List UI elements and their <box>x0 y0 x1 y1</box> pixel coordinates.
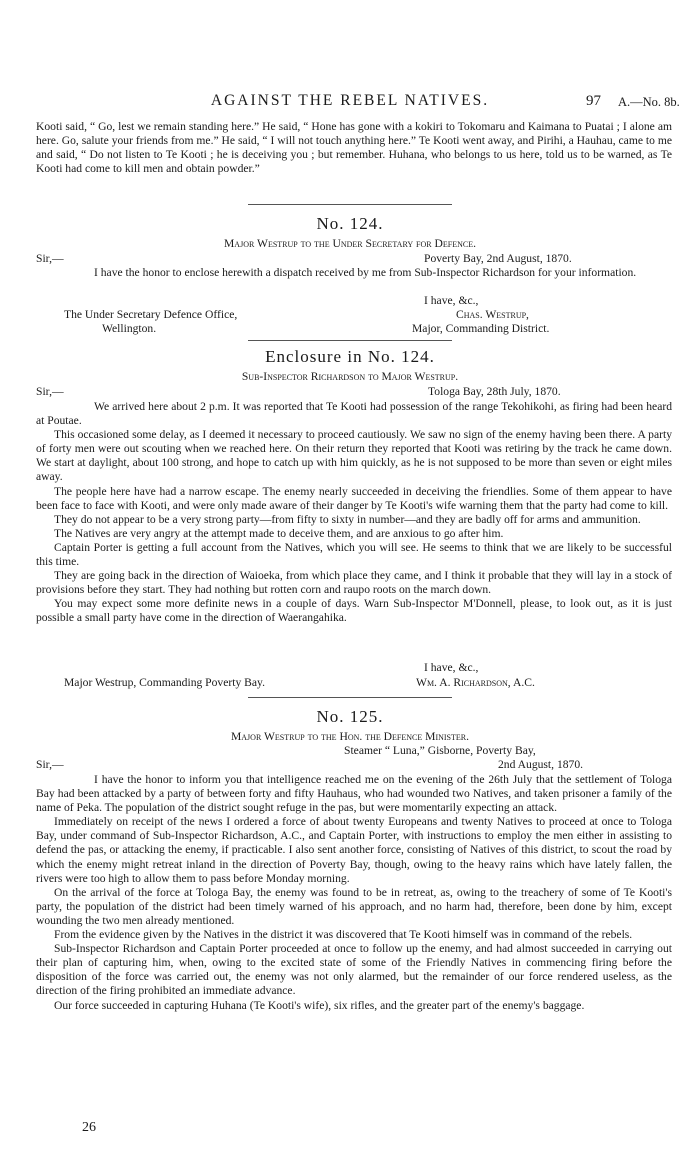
section-subheading-124: Major Westrup to the Under Secretary for Defence. <box>224 237 476 250</box>
document-reference: A.—No. 8b. <box>618 95 680 109</box>
enclosure-heading: Enclosure in No. 124. <box>265 347 435 366</box>
continued-paragraph-block <box>36 120 672 176</box>
letter-paragraph: I have the honor to inform you that intelligence reached me on the evening of the 26th July that the settlement of Tologa Bay had been attacked by a party of between forty and fifty Hauhaus, who had wounded two Natives, and taken prisoner a family of the name of Peka. The population of the district sought refuge in the pas, but were momentarily expecting an attack. <box>36 773 672 815</box>
enclosure-paragraph: The people here have had a narrow escape. The enemy nearly succeeded in deceiving the friendlies. Some of them appear to have been face to face with Kooti, and were only made aware of their danger by Te Kooti's wife warning them that the party had come to kill. <box>36 484 672 512</box>
enclosure-paragraph: The Natives are very angry at the attempt made to deceive them, and are anxious to go after him. <box>54 526 504 540</box>
letter-paragraph: From the evidence given by the Natives in the district it was discovered that Te Kooti himself was in command of the rebels. <box>54 928 633 942</box>
place-125-line1: Steamer “ Luna,” Gisborne, Poverty Bay, <box>344 744 536 757</box>
section-subheading-125: Major Westrup to the Hon. the Defence Minister. <box>230 730 470 743</box>
enclosure-body <box>36 400 672 626</box>
addressee-enclosure: Major Westrup, Commanding Poverty Bay. <box>64 676 265 689</box>
letter-paragraph: Immediately on receipt of the news I ordered a force of about twenty Europeans and twenty Natives to proceed at once to Tologa Bay, under command of Sub-Inspector Richardson, A.C., and Captain Porter, with instructions to employ the men either in assisting to defend the pas, or attacking the enemy, if practicable. I also sent another force, consisting of Natives of this district, to scout the road by which the enemy might retreat inland in the direction of Poverty Bay, though, owing to the heavy rains which have lately fallen, the rivers were too high to allow them to pass before Monday morning. <box>36 815 672 885</box>
salutation-enclosure: Sir,— <box>36 385 64 398</box>
section-heading-125: No. 125. <box>316 707 384 726</box>
section-divider <box>248 340 452 341</box>
section-divider <box>248 204 452 205</box>
enclosure-paragraph: Captain Porter is getting a full account from the Natives, which you will see. He seems to think that we are likely to be successful this time. <box>36 540 672 569</box>
letter-paragraph: Sub-Inspector Richardson and Captain Porter proceeded at once to follow up the enemy, and had almost succeeded in carrying out their plan of capturing him, when, owing to the excited state of some of the Friendly Natives in commencing firing before the disposition of the force was carried out, the enemy was not only alarmed, but the remainder of our force rendered useless, as the direction of the firing prohibited an immediate advance. <box>36 942 672 998</box>
section-divider <box>248 697 452 698</box>
enclosure-paragraph: We arrived here about 2 p.m. It was reported that Te Kooti had possession of the range Tekohikohi, as firing had been heard at Poutae. <box>36 400 672 428</box>
section-heading-124: No. 124. <box>316 214 384 233</box>
continued-paragraph: Kooti said, “ Go, lest we remain standing here.” He said, “ Hone has gone with a kokiri to Tokomaru and Kaimana to Puatai ; I alone am here. Go, salute your friends from me.” He said, “ I will not touch anything here.” Te Kooti went away, and Pirihi, a Hauhau, came to me and said, “ Do not listen to Te Kooti ; he is deceiving you ; but remember. Huhana, who belongs to us here, told us to be warned, as Te Kooti had come to kill men and obtain powder.” <box>36 120 672 176</box>
enclosure-paragraph: You may expect some more definite news in a couple of days. Warn Sub-Inspector M'Donnell, please, to look out, as it is just possible a small party have come in the direction of Waerangahika. <box>36 597 672 625</box>
closing-enclosure: I have, &c., <box>424 661 479 674</box>
enclosure-paragraph: This occasioned some delay, as I deemed it necessary to proceed cautiously. We saw no sign of the enemy having been there. A party of forty men were out scouting when we reached here. On their return they reported that Kooti was retiring by the track he came down. We start at daylight, about 100 strong, and hope to catch up with him quickly, as he is not supposed to be more than seven or eight miles away. <box>36 428 672 484</box>
signature-title-124: Major, Commanding District. <box>412 322 550 335</box>
letter-paragraph: On the arrival of the force at Tologa Bay, the enemy was found to be in retreat, as, owing to the treachery of some of Te Kooti's party, the population of the district had been timely warned of his approach, and no harm had, therefore, been done by him, except wounding the two men already mentioned. <box>36 885 672 927</box>
signature-mark-number: 26 <box>82 1120 96 1135</box>
place-125-line2: 2nd August, 1870. <box>498 758 584 771</box>
running-header-title: AGAINST THE REBEL NATIVES. <box>210 92 490 109</box>
enclosure-subheading: Sub-Inspector Richardson to Major Westrup. <box>241 370 459 383</box>
letter-body-124 <box>36 266 672 280</box>
signature-124: Chas. Westrup, <box>456 308 529 321</box>
enclosure-paragraph: They are going back in the direction of Waioeka, from which place they came, and I think it probable that they will lay in a stock of provisions before they start. They had nothing but rotten corn and raupo roots on the march down. <box>36 569 672 597</box>
salutation-124: Sir,— <box>36 252 64 265</box>
page-number: 97 <box>586 93 601 109</box>
letter-paragraph: Our force succeeded in capturing Huhana (Te Kooti's wife), six rifles, and the greater part of the enemy's baggage. <box>54 998 585 1012</box>
enclosure-paragraph: They do not appear to be a very strong party—from fifty to sixty in number—and they are badly off for arms and ammunition. <box>54 512 641 526</box>
place-date-124: Poverty Bay, 2nd August, 1870. <box>424 252 572 265</box>
signature-enclosure: Wm. A. Richardson, A.C. <box>416 676 535 689</box>
addressee-124-line2: Wellington. <box>102 322 157 335</box>
salutation-125: Sir,— <box>36 758 64 771</box>
place-date-enclosure: Tologa Bay, 28th July, 1870. <box>428 385 561 398</box>
addressee-124-line1: The Under Secretary Defence Office, <box>64 308 238 321</box>
letter-body-125 <box>36 773 672 1013</box>
closing-124: I have, &c., <box>424 294 479 307</box>
letter-paragraph: I have the honor to enclose herewith a dispatch received by me from Sub-Inspector Richardson for your information. <box>94 266 637 279</box>
